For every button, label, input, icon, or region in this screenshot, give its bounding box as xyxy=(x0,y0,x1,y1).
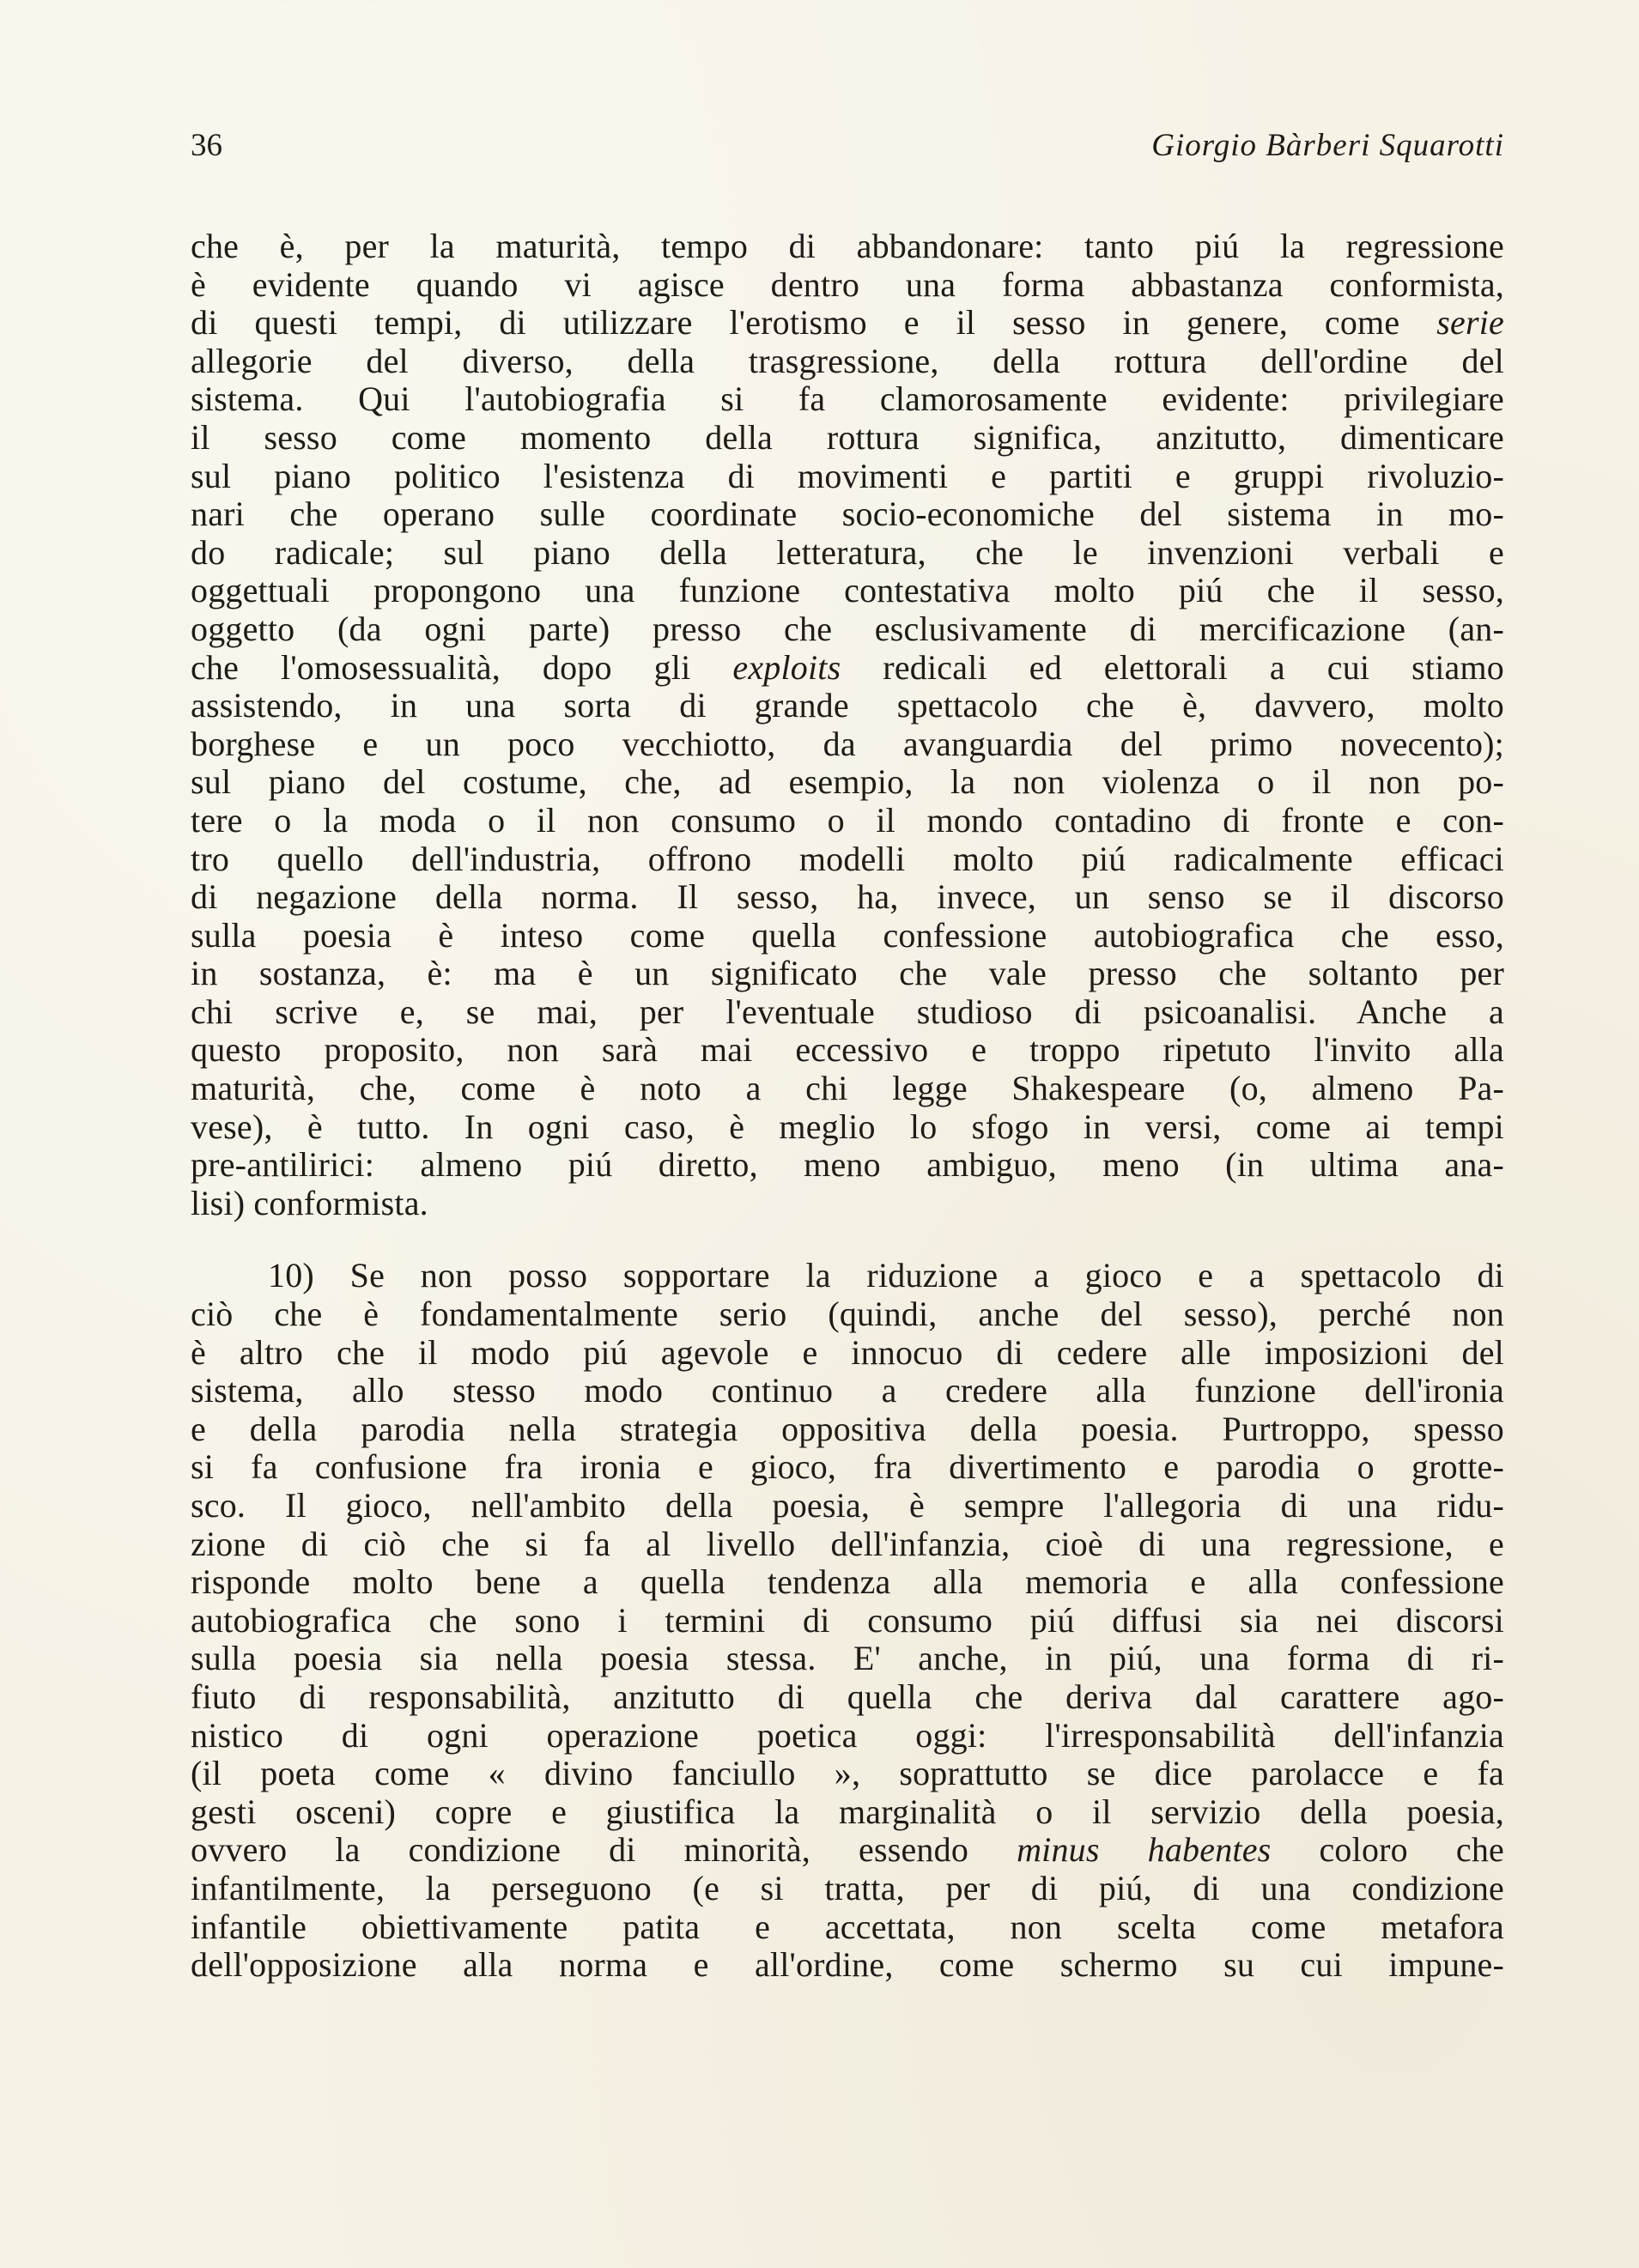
text-line xyxy=(191,380,1504,419)
italic-term: serie xyxy=(1436,303,1504,343)
text-line xyxy=(191,266,1504,305)
text-segment: sulla poesia sia nella poesia stessa. E' anche, in piú, una forma di ri- xyxy=(191,1639,1504,1678)
text-segment: sulla poesia è inteso come quella confessione autobiografica che esso, xyxy=(191,915,1504,955)
text-segment: ovvero la condizione di minorità, essendo xyxy=(191,1830,1017,1870)
text-segment: vese), è tutto. In ogni caso, è meglio lo sfogo in versi, come ai tempi xyxy=(191,1107,1504,1146)
text-segment: gesti osceni) copre e giustifica la marginalità o il servizio della poesia, xyxy=(191,1792,1504,1831)
text-line xyxy=(191,993,1504,1032)
text-segment: do radicale; sul piano della letteratura, che le invenzioni verbali e xyxy=(191,532,1504,572)
text-line xyxy=(191,878,1504,917)
text-line xyxy=(191,1908,1504,1947)
text-line xyxy=(191,572,1504,610)
text-segment: di negazione della norma. Il sesso, ha, invece, un senso se il discorso xyxy=(191,877,1504,917)
text-segment: oggetto (da ogni parte) presso che esclusivamente di mercificazione (an- xyxy=(191,609,1504,648)
text-line xyxy=(191,1031,1504,1070)
text-segment: sul piano politico l'esistenza di movimenti e partiti e gruppi rivoluzio- xyxy=(191,456,1504,495)
text-segment: (il poeta come « divino fanciullo », soprattutto se dice parolacce e fa xyxy=(191,1754,1504,1793)
text-line xyxy=(191,917,1504,955)
running-head: Giorgio Bàrberi Squarotti xyxy=(1151,128,1504,163)
text-segment: il sesso come momento della rottura significa, anzitutto, dimenticare xyxy=(191,417,1504,457)
text-segment: è evidente quando vi agisce dentro una forma abbastanza conformista, xyxy=(191,264,1504,304)
text-segment: maturità, che, come è noto a chi legge Shakespeare (o, almeno Pa- xyxy=(191,1069,1504,1108)
text-segment: borghese e un poco vecchiotto, da avanguardia del primo novecento); xyxy=(191,724,1504,763)
text-segment: tere o la moda o il non consumo o il mondo contadino di fronte e con- xyxy=(191,800,1504,840)
text-line xyxy=(191,840,1504,879)
text-line xyxy=(191,1831,1504,1870)
text-line xyxy=(191,802,1504,840)
text-line xyxy=(191,1870,1504,1908)
text-line xyxy=(191,1108,1504,1147)
text-segment: nari che operano sulle coordinate socio-economiche del sistema in mo- xyxy=(191,494,1504,534)
text-line xyxy=(191,1755,1504,1793)
text-segment: nistico di ogni operazione poetica oggi: l'irresponsabilità dell'infanzia xyxy=(191,1715,1504,1755)
text-segment: questo proposito, non sarà mai eccessivo e troppo ripetuto l'invito alla xyxy=(191,1030,1504,1070)
text-segment: zione di ciò che si fa al livello dell'infanzia, cioè di una regressione, e xyxy=(191,1524,1504,1563)
text-line xyxy=(191,1678,1504,1717)
text-line xyxy=(191,1372,1504,1410)
paragraph xyxy=(191,227,1504,1222)
text-line xyxy=(191,1185,1504,1223)
page-number: 36 xyxy=(191,128,222,163)
text-segment: lisi) conformista. xyxy=(191,1183,428,1222)
page-header xyxy=(191,127,1504,172)
text-segment: in sostanza, è: ma è un significato che vale presso che soltanto per xyxy=(191,954,1504,993)
text-line xyxy=(191,495,1504,534)
italic-term: minus habentes xyxy=(1017,1830,1272,1870)
text-segment: sistema, allo stesso modo continuo a credere alla funzione dell'ironia xyxy=(191,1371,1504,1410)
text-line xyxy=(191,649,1504,688)
text-segment: oggettuali propongono una funzione contestativa molto piú che il sesso, xyxy=(191,571,1504,610)
text-segment: sul piano del costume, che, ad esempio, la non violenza o il non po- xyxy=(191,762,1504,802)
text-segment: di questi tempi, di utilizzare l'erotismo e il sesso in genere, come xyxy=(191,303,1437,343)
text-segment: sco. Il gioco, nell'ambito della poesia, è sempre l'allegoria di una ridu- xyxy=(191,1486,1504,1525)
text-line xyxy=(191,1640,1504,1678)
text-segment: chi scrive e, se mai, per l'eventuale studioso di psicoanalisi. Anche a xyxy=(191,991,1504,1031)
text-segment: risponde molto bene a quella tendenza alla memoria e alla confessione xyxy=(191,1562,1504,1602)
text-segment: infantile obiettivamente patita e accettata, non scelta come metafora xyxy=(191,1907,1504,1946)
text-segment: assistendo, in una sorta di grande spettacolo che è, davvero, molto xyxy=(191,686,1504,725)
text-segment: coloro che xyxy=(1271,1830,1504,1870)
text-segment: infantilmente, la perseguono (e si tratta, per di piú, di una condizione xyxy=(191,1868,1504,1907)
text-segment: fiuto di responsabilità, anzitutto di quella che deriva dal carattere ago- xyxy=(191,1677,1504,1716)
text-line xyxy=(191,1717,1504,1756)
text-line xyxy=(191,227,1504,266)
text-line xyxy=(191,1602,1504,1640)
text-line xyxy=(191,1257,1504,1295)
italic-term: exploits xyxy=(732,647,841,687)
text-segment: autobiografica che sono i termini di consumo piú diffusi sia nei discorsi xyxy=(191,1600,1504,1640)
text-line xyxy=(191,419,1504,458)
text-line xyxy=(191,1146,1504,1185)
text-line xyxy=(191,763,1504,802)
text-line xyxy=(191,610,1504,649)
text-line xyxy=(191,1793,1504,1832)
paragraph-gap xyxy=(191,1222,1504,1257)
text-line xyxy=(191,1448,1504,1487)
text-segment: si fa confusione fra ironia e gioco, fra divertimento e parodia o grotte- xyxy=(191,1447,1504,1487)
text-segment: tro quello dell'industria, offrono modelli molto piú radicalmente efficaci xyxy=(191,839,1504,878)
text-segment: che è, per la maturità, tempo di abbandonare: tanto piú la regressione xyxy=(191,227,1504,265)
text-line xyxy=(191,725,1504,764)
text-line xyxy=(191,1563,1504,1602)
text-segment: ciò che è fondamentalmente serio (quindi, anche del sesso), perché non xyxy=(191,1295,1504,1334)
text-segment: sistema. Qui l'autobiografia si fa clamorosamente evidente: privilegiare xyxy=(191,379,1504,419)
text-segment: è altro che il modo piú agevole e innocuo di cedere alle imposizioni del xyxy=(191,1332,1504,1372)
text-line xyxy=(191,1295,1504,1334)
text-line xyxy=(191,1487,1504,1525)
text-line xyxy=(191,304,1504,343)
text-line xyxy=(191,1334,1504,1373)
text-segment: 10) Se non posso sopportare la riduzione a gioco e a spettacolo di xyxy=(268,1256,1504,1295)
text-line xyxy=(191,955,1504,993)
text-line xyxy=(191,1070,1504,1108)
text-segment: dell'opposizione alla norma e all'ordine, come schermo su cui impune- xyxy=(191,1945,1504,1985)
text-line xyxy=(191,1525,1504,1564)
body-text xyxy=(191,227,1504,1985)
text-segment: che l'omosessualità, dopo gli xyxy=(191,647,733,687)
text-line xyxy=(191,1410,1504,1449)
text-line xyxy=(191,1946,1504,1985)
text-line xyxy=(191,343,1504,381)
text-line xyxy=(191,458,1504,496)
text-line xyxy=(191,687,1504,725)
text-segment: allegorie del diverso, della trasgressione, della rottura dell'ordine del xyxy=(191,341,1504,380)
text-segment: redicali ed elettorali a cui stiamo xyxy=(841,647,1505,687)
text-segment: e della parodia nella strategia oppositiva della poesia. Purtroppo, spesso xyxy=(191,1409,1504,1448)
paragraph xyxy=(191,1257,1504,1984)
text-line xyxy=(191,534,1504,573)
text-segment: pre-antilirici: almeno piú diretto, meno ambiguo, meno (in ultima ana- xyxy=(191,1145,1504,1185)
